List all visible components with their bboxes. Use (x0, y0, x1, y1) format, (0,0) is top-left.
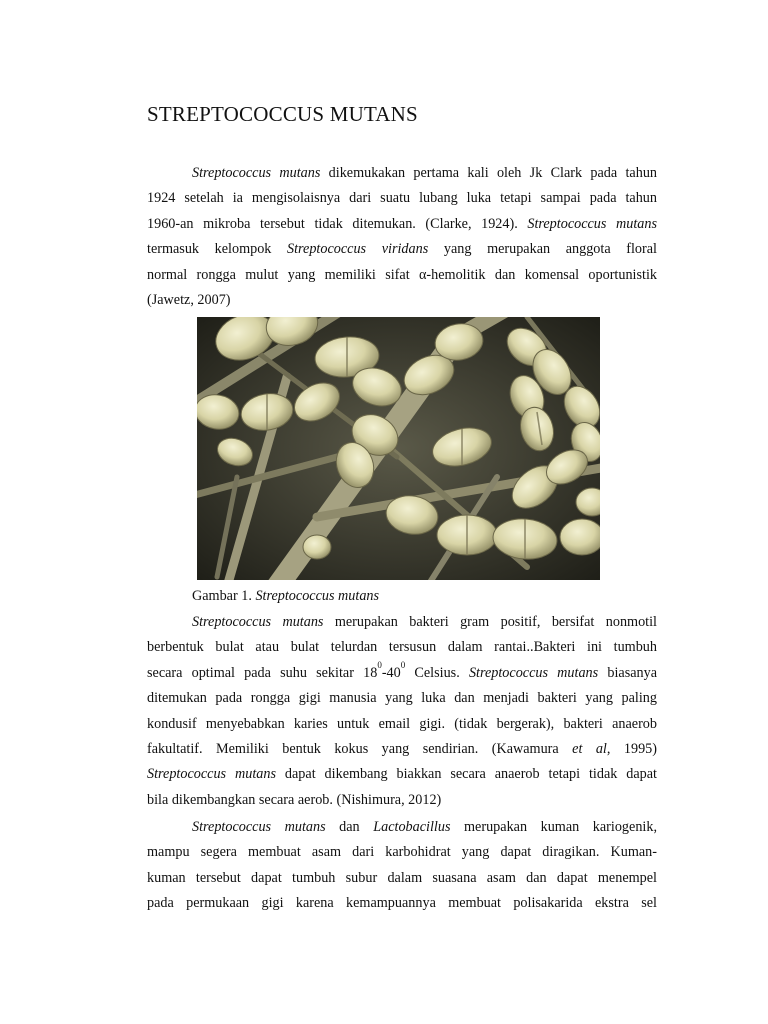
text-run: fakultatif. Memiliki bentuk kokus yang sendirian. (Kawamura (147, 740, 573, 757)
text-run: dan (325, 819, 374, 835)
paragraph-cariogenic (147, 815, 657, 917)
caption-prefix: Gambar 1. (192, 588, 256, 604)
text-run: -40 (381, 664, 401, 681)
degree-superscript: 0 (377, 659, 382, 670)
text-line (147, 610, 657, 635)
text-line: kuman tersebut dapat tumbuh subur dalam suasana asam dan dapat menempel (147, 869, 657, 886)
text-line: kondusif menyebabkan karies untuk email gigi. (tidak bergerak), bakteri anaerob (147, 715, 657, 732)
text-line: normal rongga mulut yang memiliki sifat α-hemolitik dan komensal oportunistik (147, 266, 657, 283)
text-run: merupakan kuman kariogenik, (450, 819, 657, 835)
text-run: dapat dikembang biakkan secara anaerob tetapi tidak dapat (275, 766, 657, 783)
text-line (147, 815, 657, 840)
page-title: STREPTOCOCCUS MUTANS (147, 102, 418, 126)
species-name: Streptococcus mutans (527, 215, 657, 232)
text-line: berbentuk bulat atau bulat telurdan tersusun dalam rantai..Bakteri ini tumbuh (147, 639, 657, 656)
species-name: Streptococcus mutans (192, 614, 324, 630)
text-run: merupakan bakteri gram positif, bersifat nonmotil (323, 614, 658, 630)
text-run: , 1995) (606, 740, 657, 757)
text-line: (Jawetz, 2007) (147, 291, 231, 308)
text-run: yang merupakan anggota floral (428, 241, 657, 258)
text-line (147, 737, 657, 762)
text-line (147, 237, 657, 262)
species-name: Streptococcus mutans (147, 766, 276, 783)
text-line (147, 161, 657, 186)
text-line (147, 661, 657, 686)
species-name: Lactobacillus (373, 819, 451, 835)
caption-species: Streptococcus mutans (255, 588, 380, 604)
text-line: 1924 setelah ia mengisolaisnya dari suatu lubang luka tetapi sampai pada tahun (147, 190, 657, 207)
text-line (147, 762, 657, 787)
species-name: Streptococcus mutans (192, 165, 321, 181)
species-name: Streptococcus mutans (468, 664, 599, 681)
et-al: et al (572, 740, 607, 757)
text-run: termasuk kelompok (147, 241, 288, 258)
text-run: dikemukakan pertama kali oleh Jk Clark pada tahun (320, 165, 658, 181)
text-line: pada permukaan gigi karena kemampuannya membuat polisakarida ekstra sel (147, 895, 657, 912)
bacteria-micrograph-image (197, 317, 600, 580)
figure-caption (192, 588, 379, 605)
species-name: Streptococcus viridans (287, 241, 429, 258)
paragraph-intro (147, 161, 657, 313)
text-line: mampu segera membuat asam dari karbohidrat yang dapat diragikan. Kuman- (147, 844, 657, 861)
species-name: Streptococcus mutans (192, 819, 326, 835)
degree-superscript: 0 (400, 659, 406, 670)
text-line: bila dikembangkan secara aerob. (Nishimura, 2012) (147, 791, 442, 808)
paragraph-characteristics (147, 610, 657, 813)
text-run: secara optimal pada suhu sekitar 18 (147, 664, 378, 681)
text-run: biasanya (598, 664, 657, 681)
text-line (147, 212, 657, 237)
text-run: 1960-an mikroba tersebut tidak ditemukan. (Clarke, 1924). (147, 215, 528, 232)
text-line: ditemukan pada rongga gigi manusia yang luka dan menjadi bakteri yang paling (147, 690, 657, 707)
text-run: Celsius. (405, 664, 469, 681)
